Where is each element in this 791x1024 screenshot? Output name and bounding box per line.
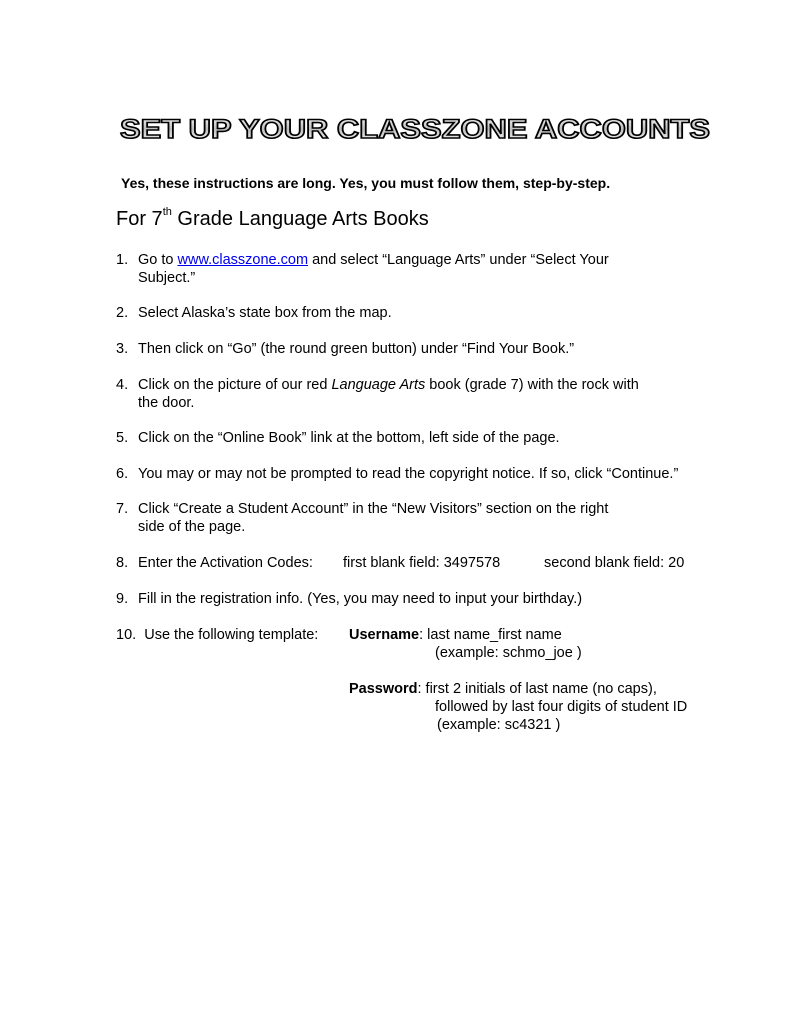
template-label: Use the following template: (144, 627, 319, 643)
step-text: Then click on “Go” (the round green button) under “Find Your Book.” (138, 341, 575, 357)
book-title: Language Arts (331, 377, 426, 393)
password-label: Password (349, 681, 418, 697)
step-text: Select Alaska’s state box from the map. (138, 305, 392, 321)
step-text: Click on the picture of our red (138, 377, 332, 393)
section-heading (116, 208, 429, 231)
password-line2: followed by last four digits of student ID (435, 699, 688, 715)
step-text: Go to (138, 252, 178, 268)
step-number: 2. (116, 305, 129, 321)
step-text-line2: side of the page. (138, 519, 246, 535)
step-number: 6. (116, 466, 129, 482)
step-text-line2: Subject.” (138, 270, 196, 286)
step-number: 4. (116, 377, 129, 393)
activation-label: Enter the Activation Codes: (138, 555, 313, 571)
classzone-link[interactable]: www.classzone.com (177, 252, 309, 268)
step-text: Click “Create a Student Account” in the “New Visitors” section on the right (138, 501, 609, 517)
step-number: 7. (116, 501, 129, 517)
username-example: (example: schmo_joe ) (435, 645, 582, 661)
step-number: 3. (116, 341, 129, 357)
step-text: book (grade 7) with the rock with (425, 377, 639, 393)
heading-prefix: For 7 (116, 208, 163, 230)
step-number: 9. (116, 591, 129, 607)
step-text-line2: the door. (138, 395, 195, 411)
step-number: 1. (116, 252, 129, 268)
step-number: 10. (116, 627, 137, 643)
activation-code-2: second blank field: 20 (544, 555, 685, 571)
username-label: Username (349, 627, 420, 643)
password-example: (example: sc4321 ) (437, 717, 561, 733)
step-text: and select “Language Arts” under “Select Your (308, 252, 609, 268)
password-value: : first 2 initials of last name (no caps), (417, 681, 657, 697)
title-wordart (115, 108, 715, 148)
heading-sup: th (162, 206, 172, 219)
title-text: SET UP YOUR CLASSZONE ACCOUNTS (120, 114, 710, 144)
heading-suffix: Grade Language Arts Books (171, 208, 429, 230)
subtitle: Yes, these instructions are long. Yes, you must follow them, step-by-step. (121, 175, 611, 191)
username-value: : last name_first name (419, 627, 562, 643)
step-number: 8. (116, 555, 129, 571)
step-text: Fill in the registration info. (Yes, you may need to input your birthday.) (138, 591, 583, 607)
username-row (349, 626, 562, 644)
step-text: Click on the “Online Book” link at the bottom, left side of the page. (138, 430, 560, 446)
step-10 (116, 626, 318, 644)
step-number: 5. (116, 430, 129, 446)
activation-code-1: first blank field: 3497578 (343, 555, 501, 571)
page-title (115, 108, 715, 148)
password-row (349, 680, 657, 698)
step-text: You may or may not be prompted to read the copyright notice. If so, click “Continue.” (138, 466, 679, 482)
